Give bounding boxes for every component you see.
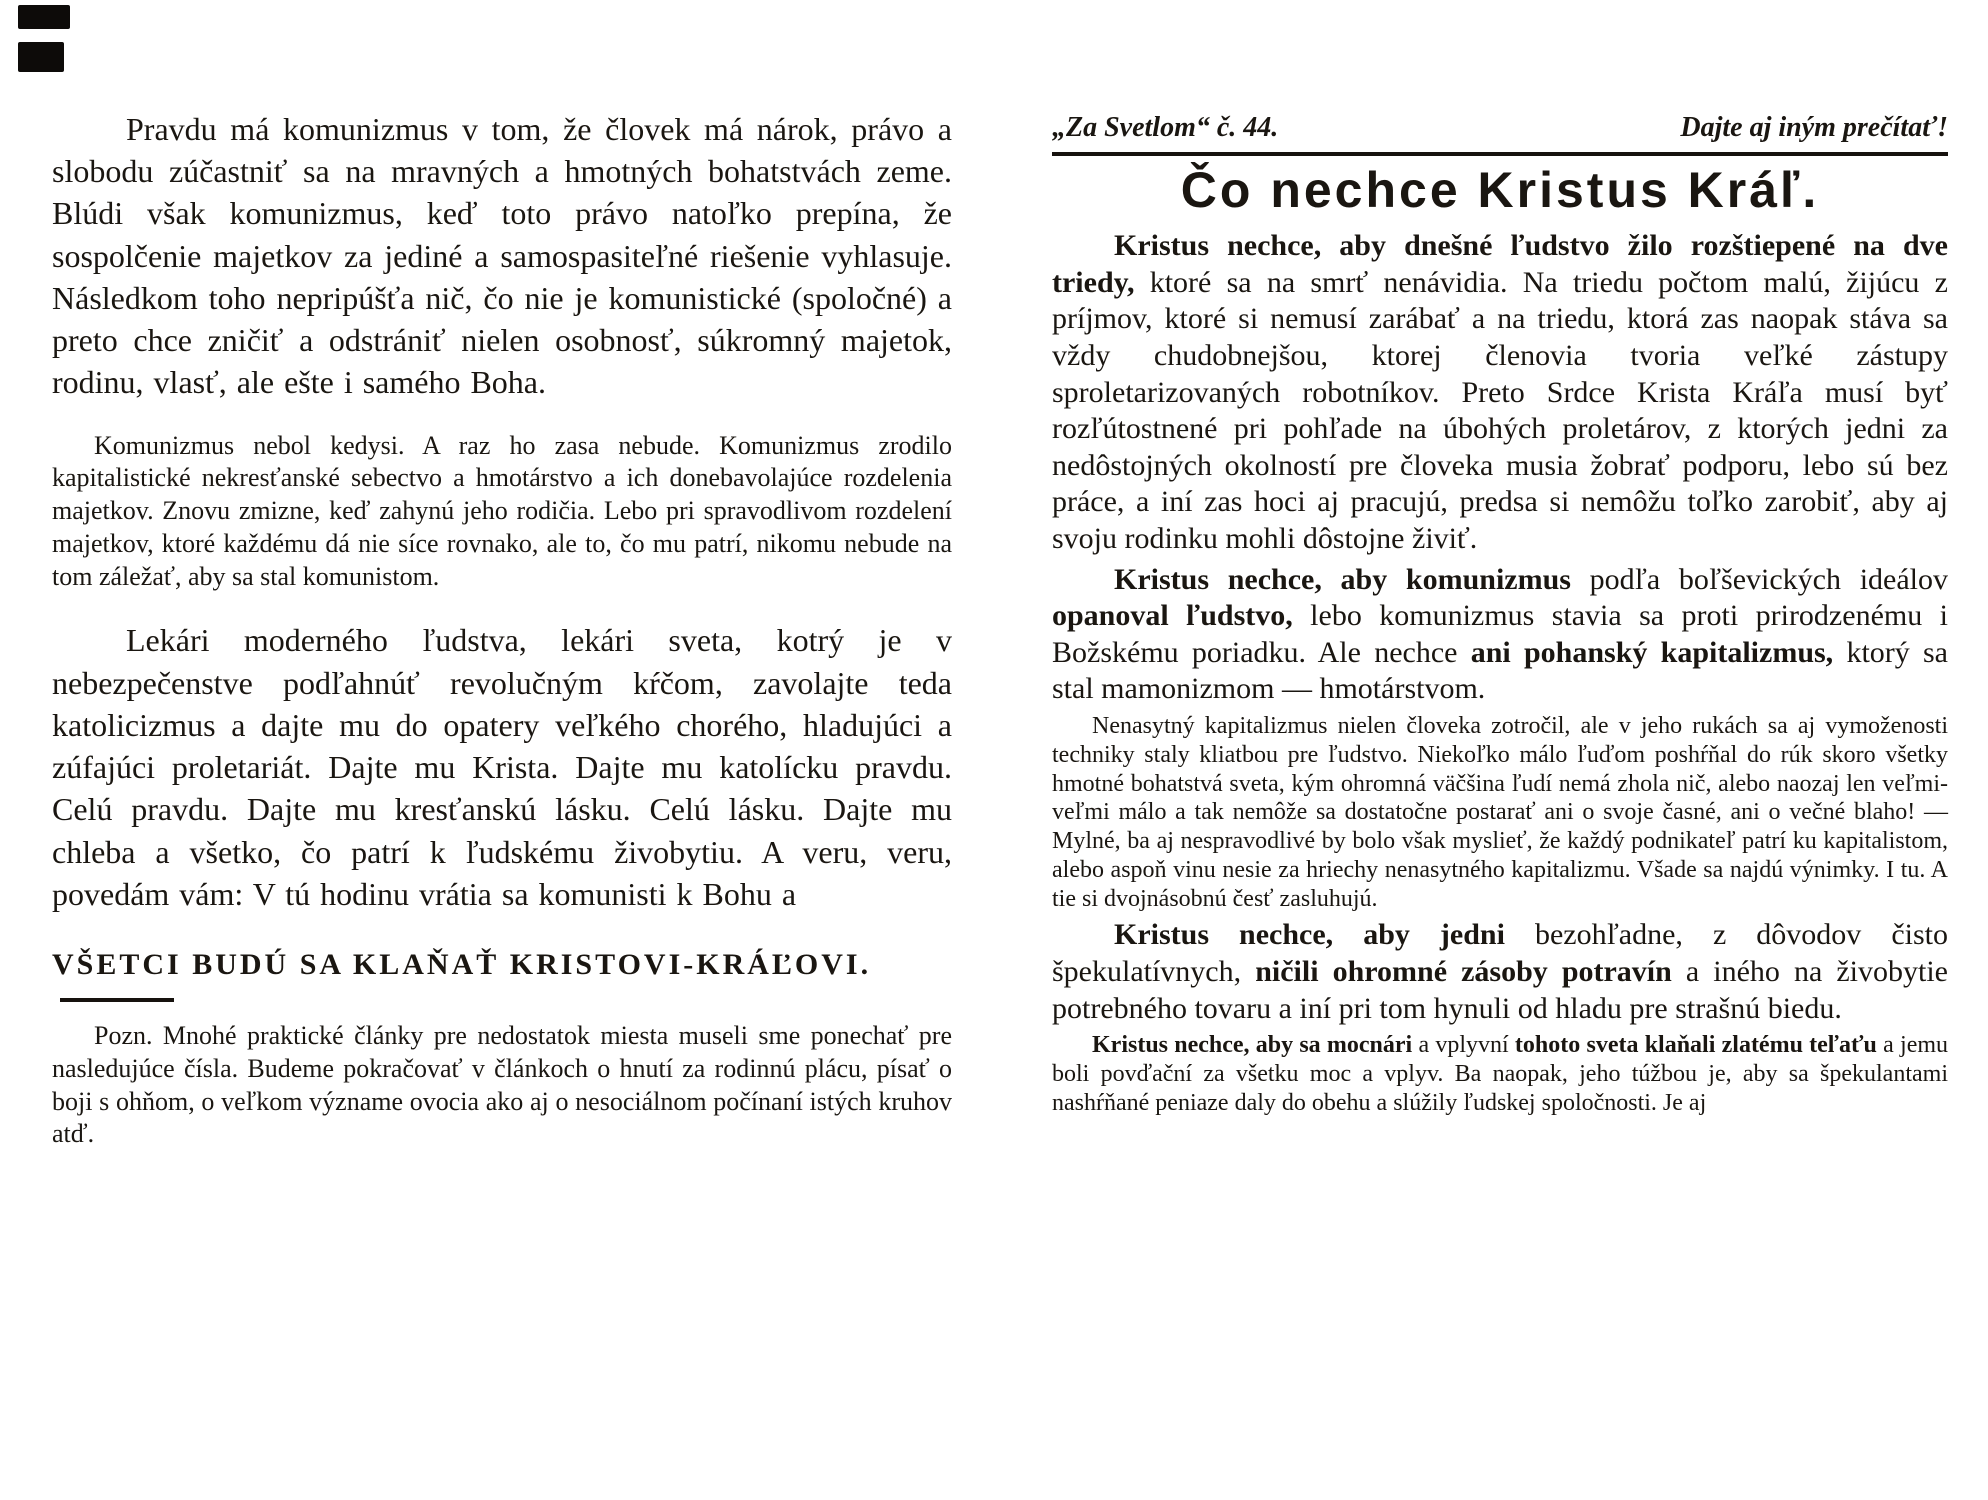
doctors-paragraph: Lekári moderného ľudstva, lekári sveta, kotrý je v nebezpečenstve podľahnúť revolučným kŕčom, zavolajte teda katolicizmus a dajte mu do opatery veľkého chorého, hladujúci a zúfajúci proletariát. Dajte mu Krista. Dajte mu katolícku pravdu. Celú pravdu. Dajte mu kresťanskú lásku. Celú lásku. Dajte mu chleba a všetko, čo patrí k ľudskému živobytiu. A veru, veru, povedám vám: V tú hodinu vrátia sa komunisti k Bohu a: [52, 622, 952, 912]
share-exhortation: Dajte aj iným prečítať!: [1680, 112, 1948, 143]
text-run: a vplyvní: [1418, 1032, 1515, 1059]
emphasized-text-run: Kristus nechce, aby komunizmus: [1114, 562, 1590, 596]
text-run: ktorý sa stal mamonizmom — hmotárstvom.: [1052, 635, 1949, 706]
emphasized-text-run: ani pohanský kapitalizmus,: [1470, 635, 1847, 669]
emphasized-text-run: ničili ohromné zásoby potravín: [1255, 955, 1686, 989]
article-title: Čo nechce Kristus Kráľ.: [1180, 162, 1820, 219]
right-page-column: [1052, 112, 1948, 1118]
intro-paragraph: Pravdu má komunizmus v tom, že človek má nárok, právo a slobodu zúčastniť sa na mravných a hmotných bohatstvách zeme. Blúdi však komunizmus, keď toto právo natoľko prepína, že sospolčenie majetkov za jediné a samospasiteľné riešenie vyhlasuje. Následkom toho nepripúšťa nič, čo nie je komunistické (spoločné) a preto chce zničiť a odstrániť nielen osobnosť, súkromný majetok, rodinu, vlasť, ale ešte i samého Boha.: [52, 111, 952, 401]
emphasized-text-run: Kristus nechce, aby dnešné ľudstvo žilo rozštiepené na dve triedy,: [1052, 229, 1948, 299]
scan-artifact-mark-bottom: [18, 42, 64, 72]
emphasized-text-run: Kristus nechce, aby jedni: [1114, 918, 1535, 952]
text-run: lebo komunizmus stavia sa proti prirodzenému i Božskému poriadku. Ale nechce: [1052, 599, 1948, 669]
emphasized-text-run: opanoval ľudstvo,: [1052, 599, 1311, 633]
scan-artifact-mark-top: [18, 5, 70, 29]
text-run: a iného na živobytie potrebného tovaru a iní pri tom hynuli od hladu pre strašnú biedu.: [1052, 955, 1948, 1025]
paragraph-food-destruction: [1052, 917, 1948, 1027]
text-run: ktoré sa na smrť nenávidia. Na triedu počtom malú, žijúcu z príjmov, ktoré si nemusí zarábať a na triedu, ktorá zas naopak stáva sa vždy chudobnejšou, ktorej členovia tvoria veľké zástupy sproletarizovaných robotníkov. Preto Srdce Krista Kráľa musí byť rozľútostnené pri pohľade na úbohých proletárov, z ktorých jedni za nedôstojných okolností pre človeka musia žobrať podporu, lebo sú bez práce, a iní zas hoci aj pracujú, predsa si nemôžu toľko zarobiť, aby aj svoju rodinku mohli dôstojne živiť.: [1052, 265, 1948, 555]
emphasized-text-run: tohoto sveta klaňali zlatému teľaťu: [1514, 1032, 1884, 1059]
paragraph-capitalism-note: Nenasytný kapitalizmus nielen človeka zotročil, ale v jeho rukách sa aj vymoženosti techniky staly kliatbou pre ľudstvo. Niekoľko málo ľuďom poshŕňal do rúk skoro všetky hmotné bohatstvá sveta, kým ohromná väčšina ľudí nemá zhola nič, alebo naozaj len veľmi-veľmi málo a tak nemôže sa dostatočne postarať ani o svoje časné, ani o večné blaho! — Mylné, ba aj nespravodlivé by bolo však myslieť, že každý podnikateľ patrí ku kapitalistom, alebo aspoň vinu nesie za hriechy nenasytného kapitalizmu. Všade sa najdú výnimky. I tu. A tie si dvojnásobnú česť zasluhujú.: [1052, 712, 1948, 912]
worship-heading: VŠETCI BUDÚ SA KLAŇAŤ KRISTOVI-KRÁĽOVI.: [52, 948, 872, 982]
footnote-paragraph: Pozn. Mnohé praktické články pre nedostatok miesta museli sme ponechať pre nasledujúce čísla. Budeme pokračovať v článkoch o hnutí za rodinnú plácu, písať o boji s ohňom, o veľkom význame ovocia ako aj o nesociálnom počínaní istých kruhov atď.: [52, 1021, 952, 1149]
paragraph-communism: [1052, 562, 1948, 708]
text-run: a jemu boli povďační za všetku moc a vplyv. Ba naopak, jeho túžbou je, aby sa špekulantami nashŕňané peniaze daly do obehu a slúžily ľudskej spoločnosti. Je aj: [1052, 1032, 1949, 1116]
page-header: [1052, 112, 1948, 144]
issue-label: „Za Svetlom“ č. 44.: [1052, 112, 1279, 143]
emphasized-text-run: Kristus nechce, aby sa mocnári: [1092, 1032, 1419, 1059]
left-page-column: [52, 108, 952, 1151]
paragraph-two-classes: [1052, 228, 1948, 557]
text-run: podľa boľševických ideálov: [1589, 562, 1948, 596]
paragraph-rulers: [1052, 1031, 1948, 1117]
heading-underline-rule: [60, 998, 174, 1002]
text-run: bezohľadne, z dôvodov čisto špekulatívnych,: [1052, 918, 1948, 989]
header-rule: [1052, 152, 1948, 156]
communism-origin-paragraph: Komunizmus nebol kedysi. A raz ho zasa nebude. Komunizmus zrodilo kapitalistické nekresťanské sebectvo a hmotárstvo a ich donebavolajúce rozdelenia majetkov. Znovu zmizne, keď zahynú jeho rodičia. Lebo pri spravodlivom rozdelení majetkov, ktoré každému dá nie síce rovnako, ale to, čo mu patrí, nikomu nebude na tom záležať, aby sa stal komunistom.: [52, 430, 952, 591]
